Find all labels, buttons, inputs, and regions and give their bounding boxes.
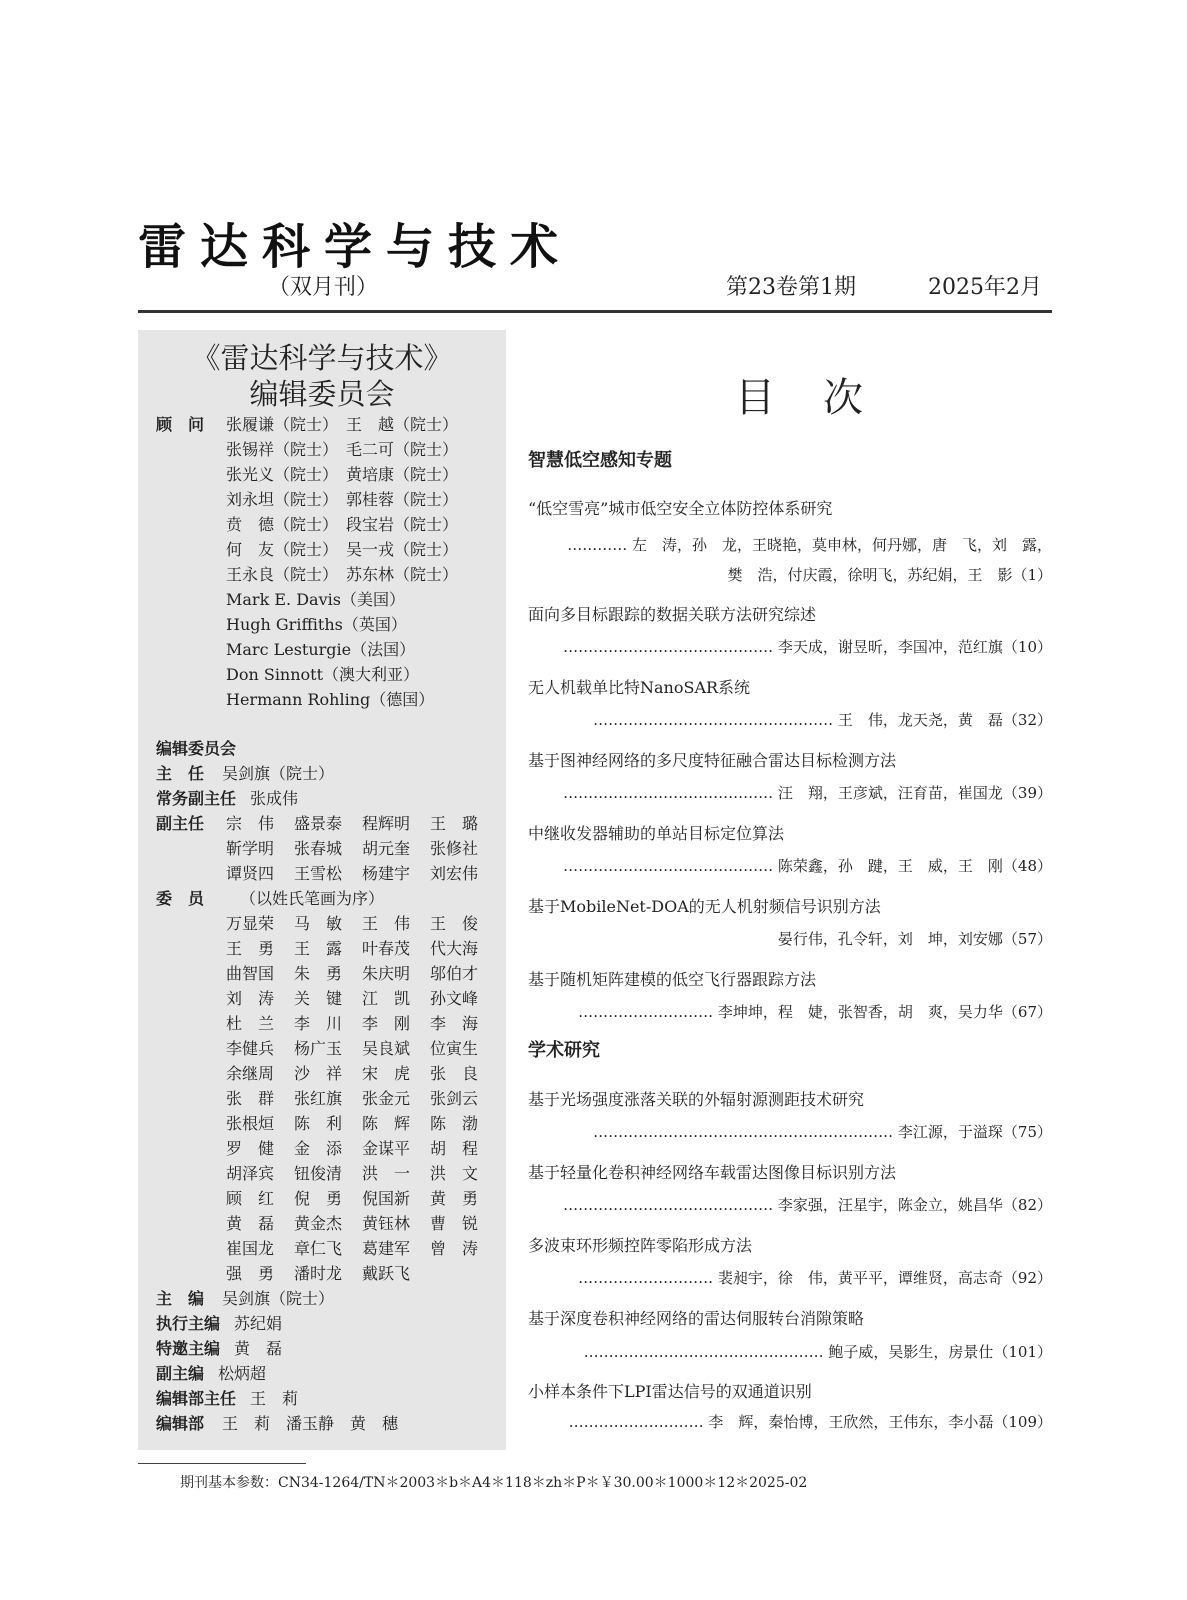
advisor-entry: 张光义（院士） 黄培康（院士） xyxy=(226,465,459,484)
article-title[interactable]: 面向多目标跟踪的数据关联方法研究综述 xyxy=(528,605,817,624)
member-name: 张 良 xyxy=(430,1064,479,1083)
member-name: 倪 勇 xyxy=(294,1189,343,1208)
member-name: 叶春茂 xyxy=(362,939,411,958)
member-name: 曹 锐 xyxy=(430,1214,479,1233)
member-name: 黄金杰 xyxy=(294,1214,343,1233)
members-note: （以姓氏笔画为序） xyxy=(240,889,385,908)
vice-director-name: 谭贤四 xyxy=(226,864,275,883)
member-name: 洪 一 xyxy=(362,1164,411,1183)
member-name: 王 俊 xyxy=(430,914,479,933)
director-row: 主 任 吴剑旗（院士） xyxy=(156,764,335,783)
member-name: 关 键 xyxy=(294,989,343,1008)
article-authors-page: ……………………… 李坤坤，程 婕，张智香，胡 爽，吴力华（67） xyxy=(578,1003,1052,1021)
toc-title: 目次 xyxy=(735,375,911,421)
office-director-row: 编辑部主任 王 莉 xyxy=(156,1389,299,1408)
member-name: 杨广玉 xyxy=(294,1039,343,1058)
advisor-entry: 张履谦（院士） 王 越（院士） xyxy=(226,415,459,434)
article-authors-page: …………………………………… 李家强，汪星宇，陈金立，姚昌华（82） xyxy=(563,1196,1052,1214)
board-title-line1: 《雷达科学与技术》 xyxy=(191,341,453,375)
deputy-editor-row: 副主编 松炳超 xyxy=(156,1364,267,1383)
vice-director-name: 王 璐 xyxy=(430,814,479,833)
section-heading-low-altitude: 智慧低空感知专题 xyxy=(528,450,672,471)
member-name: 孙文峰 xyxy=(430,989,479,1008)
journal-title: 雷达科学与技术 xyxy=(138,219,573,275)
special-editor-name: 黄 磊 xyxy=(234,1339,283,1358)
member-name: 金 添 xyxy=(294,1139,343,1158)
member-name: 张红旗 xyxy=(294,1089,343,1108)
advisor-entry: Hermann Rohling（德国） xyxy=(226,690,435,709)
article-authors-page: 樊 浩，付庆霞，徐明飞，苏纪娟，王 影（1） xyxy=(727,566,1052,584)
member-name: 江 凯 xyxy=(362,989,411,1008)
vice-director-name: 刘宏伟 xyxy=(430,864,479,883)
advisor-entry: Mark E. Davis（美国） xyxy=(226,590,405,609)
editor-row: 主 编 吴剑旗（院士） xyxy=(156,1289,335,1308)
member-name: 余继周 xyxy=(226,1064,275,1083)
article-title[interactable]: “低空雪亮”城市低空安全立体防控体系研究 xyxy=(528,499,833,518)
committee-label: 编辑委员会 xyxy=(156,739,237,758)
member-name: 陈 利 xyxy=(294,1114,343,1133)
member-name: 罗 健 xyxy=(226,1139,275,1158)
advisors-label: 顾 问 xyxy=(156,415,205,434)
member-name: 陈 渤 xyxy=(430,1114,479,1133)
member-name: 张金元 xyxy=(362,1089,411,1108)
member-name: 黄钰林 xyxy=(362,1214,411,1233)
issue-date: 2025年2月 xyxy=(928,275,1042,300)
vice-director-name: 宗 伟 xyxy=(226,814,275,833)
member-name: 万显荣 xyxy=(226,914,275,933)
member-name: 曾 涛 xyxy=(430,1239,479,1258)
member-name: 张根烜 xyxy=(226,1114,275,1133)
article-authors-page: ……………………… 裴昶宇，徐 伟，黄平平，谭维贤，高志奇（92） xyxy=(578,1269,1052,1287)
article-title[interactable]: 无人机载单比特NanoSAR系统 xyxy=(528,678,751,697)
office-row: 编辑部 王 莉 潘玉静 黄 穗 xyxy=(156,1414,399,1433)
members-label-row: 委 员 （以姓氏笔画为序） xyxy=(156,889,385,908)
special-editor-row: 特邀主编 黄 磊 xyxy=(156,1339,283,1358)
exec-editor-name: 苏纪娟 xyxy=(234,1314,283,1333)
office-names: 王 莉 潘玉静 黄 穗 xyxy=(222,1414,399,1433)
member-name: 戴跃飞 xyxy=(362,1264,411,1283)
member-name: 倪国新 xyxy=(362,1189,411,1208)
article-title[interactable]: 基于深度卷积神经网络的雷达伺服转台消隙策略 xyxy=(528,1309,865,1328)
member-name: 强 勇 xyxy=(226,1264,275,1283)
member-name: 代大海 xyxy=(430,939,479,958)
deputy-editor-name: 松炳超 xyxy=(218,1364,267,1383)
vice-director-name: 张春城 xyxy=(294,839,343,858)
article-title[interactable]: 基于光场强度涨落关联的外辐射源测距技术研究 xyxy=(528,1090,865,1109)
advisor-entry: Don Sinnott（澳大利亚） xyxy=(226,665,420,684)
article-title[interactable]: 基于轻量化卷积神经网络车载雷达图像目标识别方法 xyxy=(528,1163,897,1182)
article-title[interactable]: 基于图神经网络的多尺度特征融合雷达目标检测方法 xyxy=(528,751,897,770)
member-name: 张 群 xyxy=(226,1089,275,1108)
article-authors-page: ……………………… 李 辉，秦怡博，王欣然，王伟东，李小磊（109） xyxy=(568,1413,1052,1431)
article-authors-page: ………… 左 涛，孙 龙，王晓艳，莫申林，何丹娜，唐 飞，刘 露， xyxy=(567,536,1052,554)
member-name: 胡 程 xyxy=(430,1139,479,1158)
member-name: 钮俊清 xyxy=(294,1164,343,1183)
member-name: 吴良斌 xyxy=(362,1039,411,1058)
member-name: 朱 勇 xyxy=(294,964,343,983)
member-name: 黄 勇 xyxy=(430,1189,479,1208)
member-name: 金谋平 xyxy=(362,1139,411,1158)
vice-director-name: 盛景泰 xyxy=(294,814,343,833)
member-name: 李健兵 xyxy=(226,1039,275,1058)
article-authors-page: ………………………………………… 王 伟，龙天尧，黄 磊（32） xyxy=(593,711,1052,729)
member-name: 张剑云 xyxy=(430,1089,479,1108)
exec-vice-row: 常务副主任 张成伟 xyxy=(156,789,299,808)
vice-director-name: 胡元奎 xyxy=(362,839,411,858)
editor-name: 吴剑旗（院士） xyxy=(222,1289,335,1308)
section-heading-research: 学术研究 xyxy=(528,1040,600,1061)
vice-director-name: 杨建宇 xyxy=(362,864,411,883)
vice-director-name: 张修社 xyxy=(430,839,479,858)
exec-vice-name: 张成伟 xyxy=(250,789,299,808)
footer-rule xyxy=(138,1463,306,1464)
journal-parameters: 期刊基本参数：CN34-1264/TN＊2003＊b＊A4＊118＊zh＊P＊￥30.00＊1000＊12＊2025-02 xyxy=(180,1475,808,1491)
member-name: 潘时龙 xyxy=(294,1264,343,1283)
advisor-entry: Hugh Griffiths（英国） xyxy=(226,615,407,634)
article-authors-page: 晏行伟，孔令轩，刘 坤，刘安娜（57） xyxy=(777,930,1052,948)
member-name: 章仁飞 xyxy=(294,1239,343,1258)
member-name: 刘 涛 xyxy=(226,989,275,1008)
article-title[interactable]: 小样本条件下LPI雷达信号的双通道识别 xyxy=(528,1382,812,1401)
member-name: 邬伯才 xyxy=(430,964,479,983)
member-name: 王 勇 xyxy=(226,939,275,958)
article-title[interactable]: 基于MobileNet-DOA的无人机射频信号识别方法 xyxy=(528,897,881,916)
article-authors-page: …………………………………………………… 李江源，于溢琛（75） xyxy=(593,1123,1052,1141)
member-name: 沙 祥 xyxy=(294,1064,343,1083)
article-authors-page: …………………………………… 陈荣鑫，孙 踺，王 威，王 刚（48） xyxy=(563,857,1052,875)
member-name: 曲智国 xyxy=(226,964,275,983)
member-name: 宋 虎 xyxy=(362,1064,411,1083)
advisor-entry: 王永良（院士） 苏东林（院士） xyxy=(226,565,459,584)
member-name: 崔国龙 xyxy=(226,1239,275,1258)
advisor-entry: 何 友（院士） 吴一戎（院士） xyxy=(226,540,459,559)
article-title[interactable]: 基于随机矩阵建模的低空飞行器跟踪方法 xyxy=(528,970,817,989)
vice-label: 副主任 xyxy=(156,814,205,833)
advisor-entry: Marc Lesturgie（法国） xyxy=(226,640,416,659)
member-name: 杜 兰 xyxy=(226,1014,275,1033)
member-name: 李 海 xyxy=(430,1014,479,1033)
advisor-entry: 张锡祥（院士） 毛二可（院士） xyxy=(226,440,459,459)
member-name: 位寅生 xyxy=(430,1039,479,1058)
member-name: 洪 文 xyxy=(430,1164,479,1183)
member-name: 葛建军 xyxy=(362,1239,411,1258)
board-title-line2: 编辑委员会 xyxy=(249,377,395,411)
member-name: 胡泽宾 xyxy=(226,1164,275,1183)
member-name: 陈 辉 xyxy=(362,1114,411,1133)
vice-director-name: 王雪松 xyxy=(294,864,343,883)
vice-director-name: 靳学明 xyxy=(226,839,275,858)
member-name: 黄 磊 xyxy=(226,1214,275,1233)
article-authors-page: …………………………………… 汪 翔，王彦斌，汪育苗，崔国龙（39） xyxy=(563,784,1052,802)
article-title[interactable]: 中继收发器辅助的单站目标定位算法 xyxy=(528,824,785,843)
member-name: 顾 红 xyxy=(226,1189,275,1208)
article-authors-page: …………………………………… 李天成，谢昱昕，李国冲，范红旗（10） xyxy=(563,638,1052,656)
editorial-board-panel xyxy=(138,330,506,1450)
vice-director-name: 程辉明 xyxy=(362,814,411,833)
header-rule xyxy=(138,310,1052,313)
issue-number: 第23卷第1期 xyxy=(726,275,856,300)
member-name: 马 敏 xyxy=(294,914,343,933)
member-name: 李 刚 xyxy=(362,1014,411,1033)
article-authors-page: ………………………………………… 鲍子威，吴影生，房景仕（101） xyxy=(583,1343,1052,1361)
office-director-name: 王 莉 xyxy=(250,1389,299,1408)
member-name: 王 伟 xyxy=(362,914,411,933)
director-name: 吴剑旗（院士） xyxy=(222,764,335,783)
member-name: 李 川 xyxy=(294,1014,343,1033)
article-title[interactable]: 多波束环形频控阵零陷形成方法 xyxy=(528,1236,753,1255)
advisor-entry: 贲 德（院士） 段宝岩（院士） xyxy=(226,515,459,534)
publication-frequency: （双月刊） xyxy=(268,275,379,300)
member-name: 朱庆明 xyxy=(362,964,411,983)
exec-editor-row: 执行主编 苏纪娟 xyxy=(156,1314,283,1333)
advisor-entry: 刘永坦（院士） 郭桂蓉（院士） xyxy=(226,490,459,509)
member-name: 王 露 xyxy=(294,939,343,958)
